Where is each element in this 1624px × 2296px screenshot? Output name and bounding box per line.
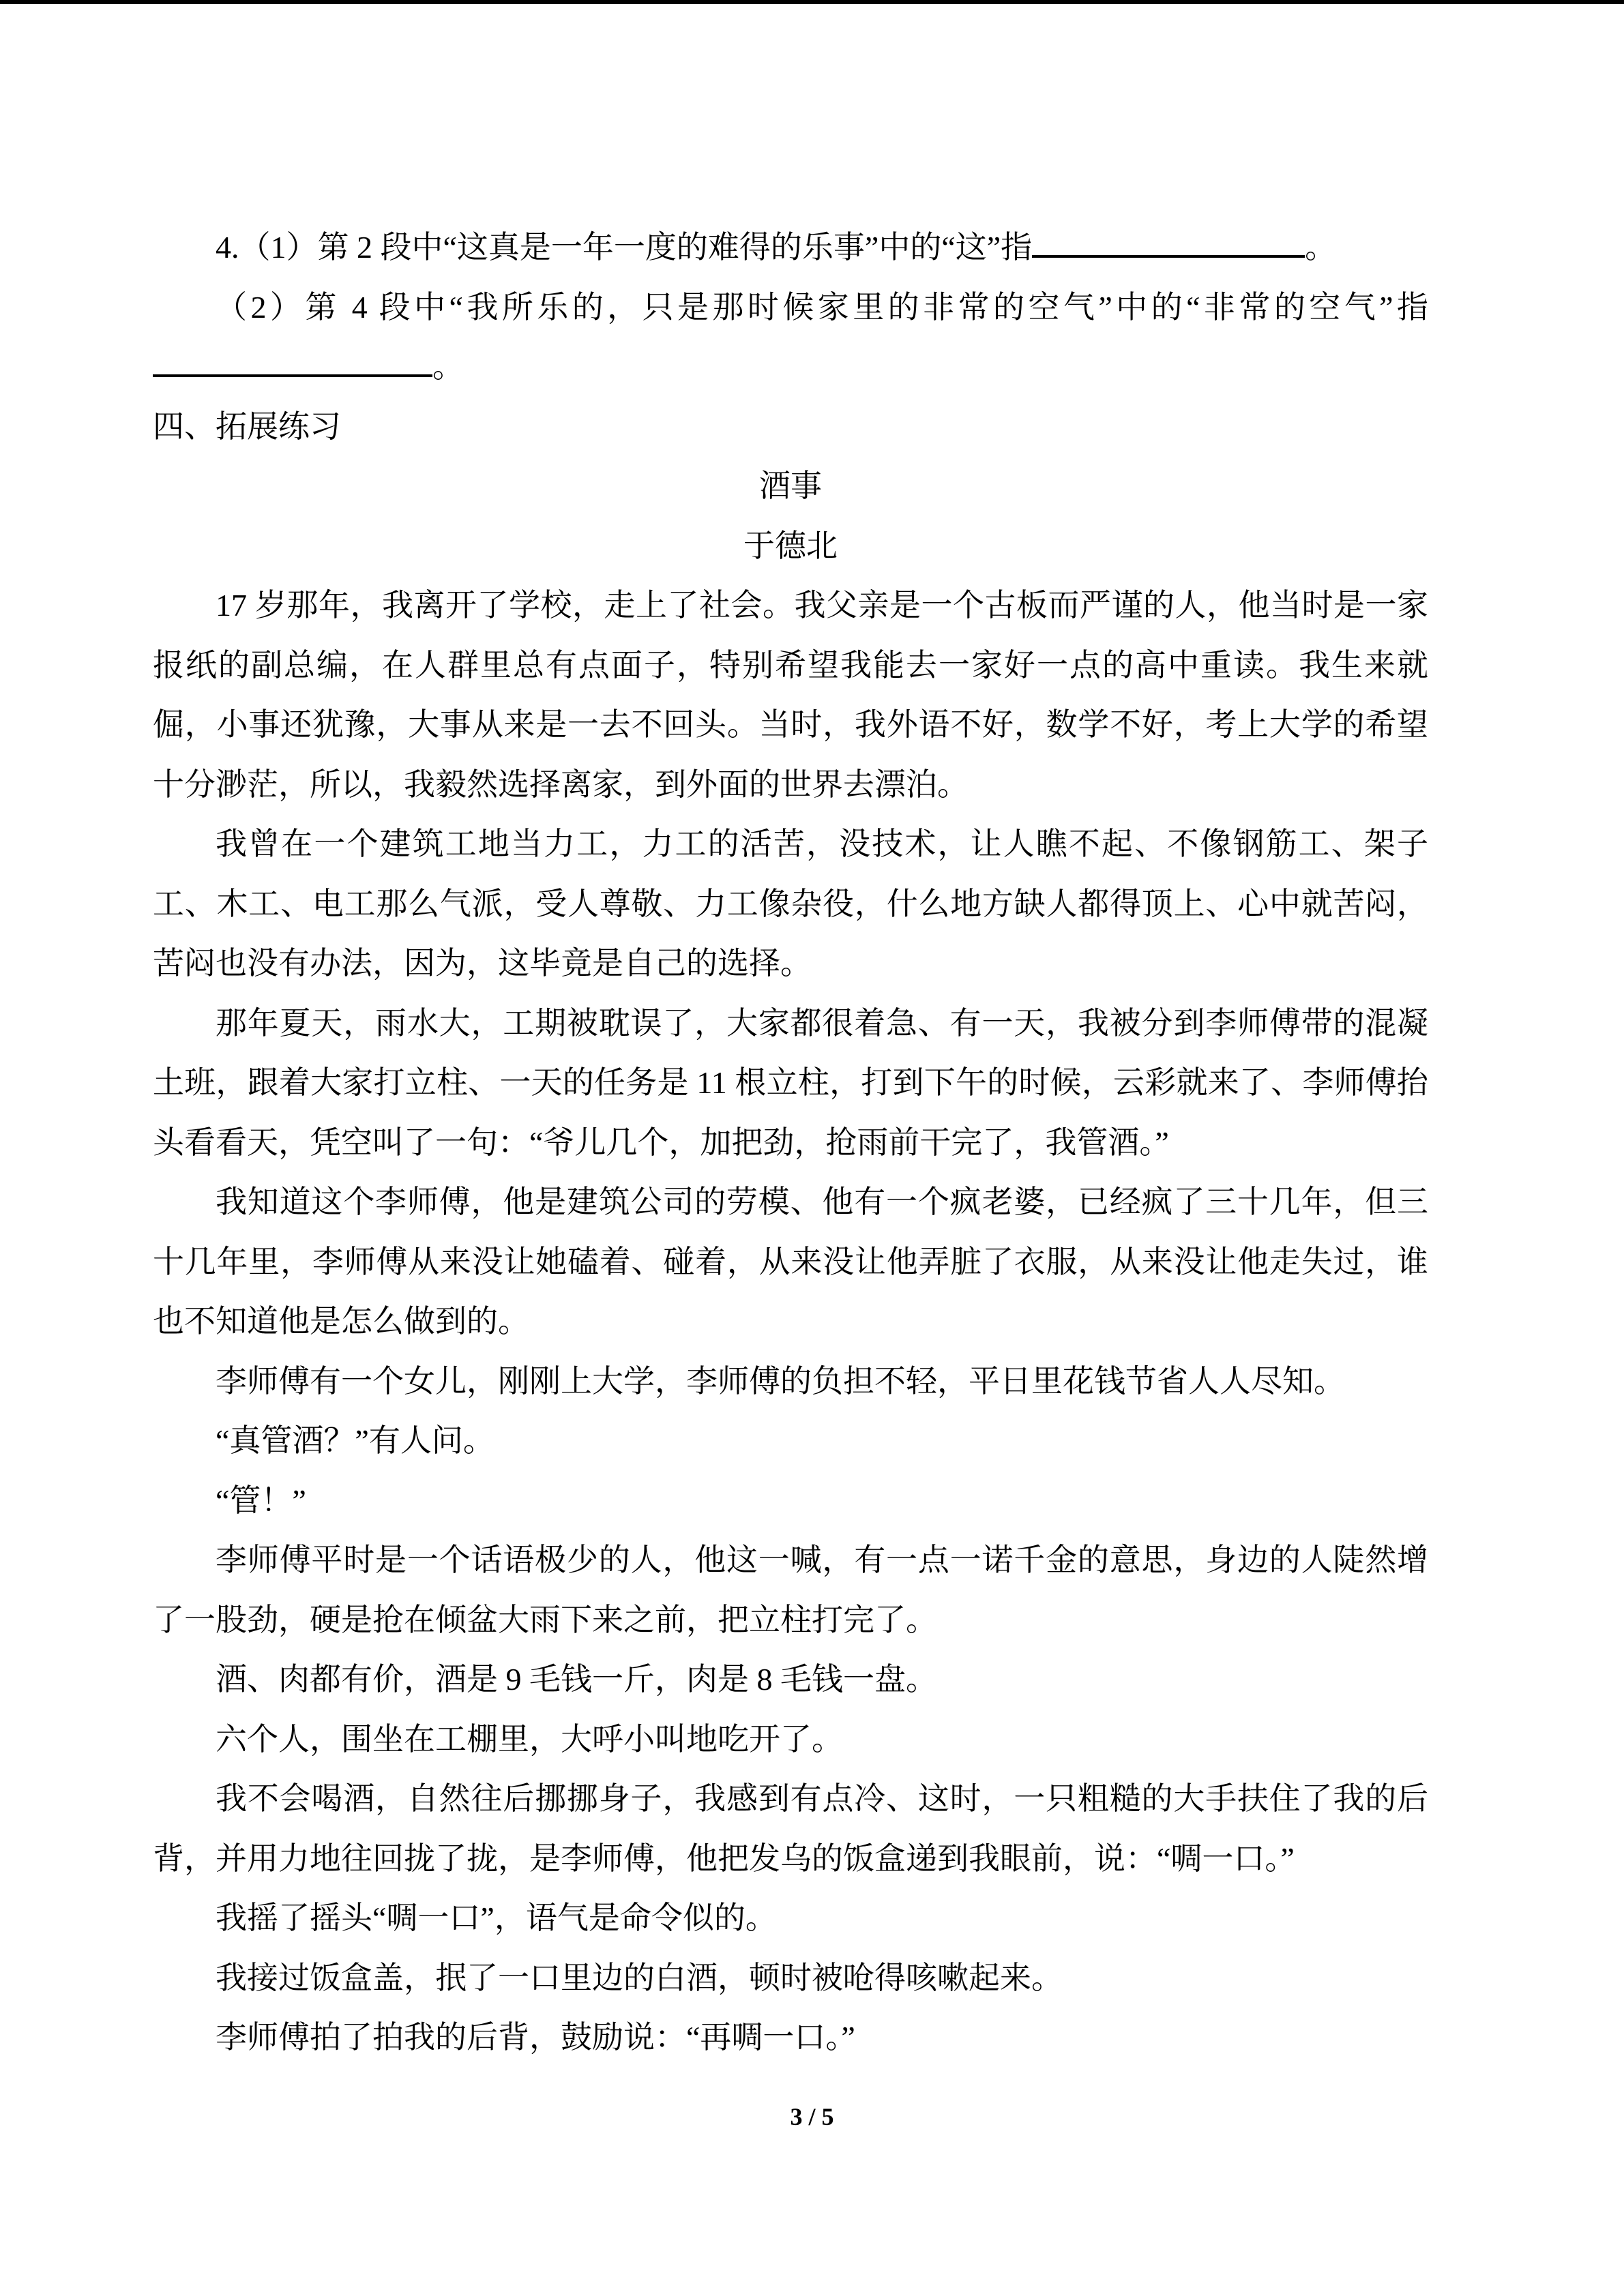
article-author: 于德北 bbox=[743, 528, 838, 563]
question-4-part-1-text: 4.（1）第 2 段中“这真是一年一度的难得的乐事”中的“这”指 bbox=[216, 230, 1033, 265]
article-paragraph: “管！” bbox=[216, 1482, 306, 1518]
article-paragraph: 我曾在一个建筑工地当力工，力工的活苦，没技术，让人瞧不起、不像钢筋工、架子工、木工、电工那么气派，受人尊敬、力工像杂役，什么地方缺人都得顶上、心中就苦闷，苦闷也没有办法，因为，这毕竟是自己的选择。 bbox=[153, 826, 1428, 981]
page-top-edge-border bbox=[0, 0, 1624, 4]
article-title: 酒事 bbox=[759, 468, 822, 503]
article-paragraph: “真管酒？”有人问。 bbox=[216, 1423, 494, 1458]
article-paragraph: 我知道这个李师傅，他是建筑公司的劳模、他有一个疯老婆，已经疯了三十几年，但三十几年里，李师傅从来没让她磕着、碰着，从来没让他弄脏了衣服，从来没让他走失过，谁也不知道他是怎么做到的。 bbox=[153, 1184, 1428, 1339]
article-paragraph: 李师傅平时是一个话语极少的人，他这一喊，有一点一诺千金的意思，身边的人陡然增了一股劲，硬是抢在倾盆大雨下来之前，把立柱打完了。 bbox=[153, 1542, 1428, 1637]
article-paragraph: 那年夏天，雨水大，工期被耽误了，大家都很着急、有一天，我被分到李师傅带的混凝土班，跟着大家打立柱、一天的任务是 11 根立柱，打到下午的时候，云彩就来了、李师傅抬头看看天，凭空叫了一句：“爷儿几个，加把劲，抢雨前干完了，我管酒。” bbox=[153, 1005, 1428, 1160]
article-body bbox=[153, 576, 1428, 2068]
article-paragraph: 酒、肉都有价，酒是 9 毛钱一斤，肉是 8 毛钱一盘。 bbox=[216, 1662, 937, 1697]
section-heading: 四、拓展练习 bbox=[153, 408, 341, 444]
page-content bbox=[153, 218, 1428, 2068]
article-paragraph: 李师傅有一个女儿，刚刚上大学，李师傅的负担不轻，平日里花钱节省人人尽知。 bbox=[216, 1363, 1345, 1399]
article-paragraph: 我接过饭盒盖，抿了一口里边的白酒，顿时被呛得咳嗽起来。 bbox=[216, 1960, 1063, 1995]
answer-blank-line bbox=[153, 347, 432, 377]
article-paragraph: 我不会喝酒，自然往后挪挪身子，我感到有点冷、这时，一只粗糙的大手扶住了我的后背，并用力地往回拢了拢，是李师傅，他把发乌的饭盒递到我眼前，说：“啁一口。” bbox=[153, 1781, 1428, 1876]
article-paragraph: 我摇了摇头“啁一口”，语气是命令似的。 bbox=[216, 1900, 777, 1935]
question-4-part-1-period: 。 bbox=[1305, 230, 1337, 265]
article-paragraph: 李师傅拍了拍我的后背，鼓励说：“再啁一口。” bbox=[216, 2020, 855, 2055]
answer-blank-line bbox=[1032, 228, 1305, 258]
question-4-part-2-text: （2）第 4 段中“我所乐的，只是那时候家里的非常的空气”中的“非常的空气”指 bbox=[216, 289, 1428, 325]
question-4-part-2 bbox=[153, 278, 1428, 397]
question-4-part-2-period: 。 bbox=[432, 349, 464, 384]
article-paragraph: 六个人，围坐在工棚里，大呼小叫地吃开了。 bbox=[216, 1721, 843, 1757]
question-4-part-1 bbox=[153, 218, 1428, 278]
article-paragraph: 17 岁那年，我离开了学校，走上了社会。我父亲是一个古板而严谨的人，他当时是一家报纸的副总编，在人群里总有点面子，特别希望我能去一家好一点的高中重读。我生来就倔，小事还犹豫，大事从来是一去不回头。当时，我外语不好，数学不好，考上大学的希望十分渺茫，所以，我毅然选择离家，到外面的世界去漂泊。 bbox=[153, 588, 1428, 802]
page-number: 3 / 5 bbox=[790, 2103, 834, 2130]
